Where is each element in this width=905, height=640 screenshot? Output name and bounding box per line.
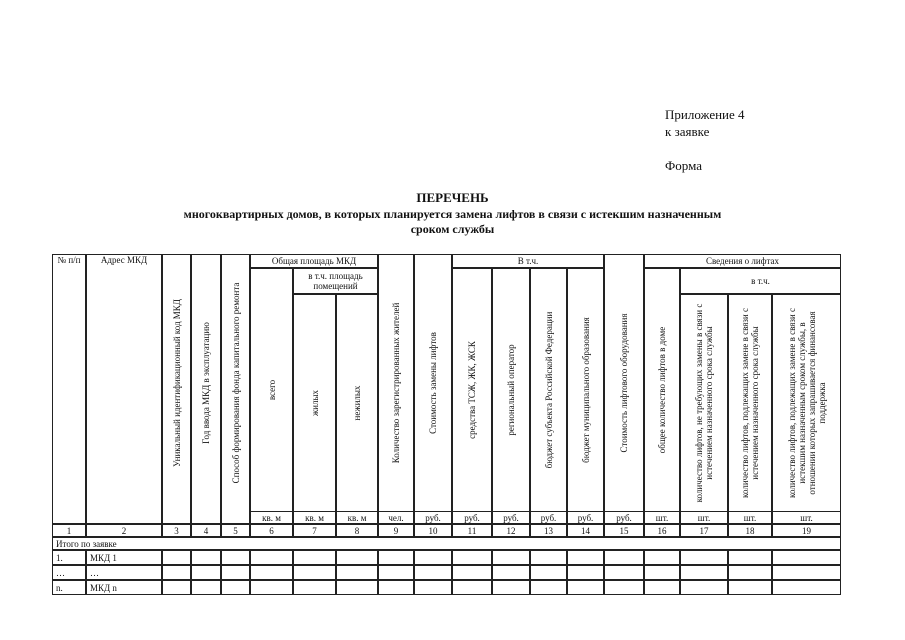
col-number: 3 bbox=[162, 524, 191, 537]
appendix-line-2: к заявке bbox=[665, 124, 710, 139]
header-area-total-text: всего bbox=[266, 379, 277, 401]
header-incl-group-text: В т.ч. bbox=[517, 256, 539, 266]
row-cell bbox=[680, 550, 728, 565]
header-lifts-incl bbox=[680, 268, 841, 294]
total-row-label: Итого по заявке bbox=[52, 537, 841, 550]
row-cell bbox=[452, 580, 492, 595]
row-address: МКД n bbox=[86, 580, 162, 595]
row-cell bbox=[250, 580, 293, 595]
unit-fund-municipal: руб. bbox=[567, 511, 604, 524]
col-number: 15 bbox=[604, 524, 644, 537]
header-lifts-replace bbox=[728, 294, 772, 511]
row-cell bbox=[162, 580, 191, 595]
row-cell bbox=[221, 580, 250, 595]
header-lifts-support bbox=[772, 294, 841, 511]
row-num: 1. bbox=[52, 550, 86, 565]
row-cell bbox=[644, 580, 680, 595]
row-cell bbox=[530, 580, 567, 595]
col-number: 16 bbox=[644, 524, 680, 537]
appendix-line-1: Приложение 4 bbox=[665, 107, 745, 122]
unit-lifts-total: шт. bbox=[644, 511, 680, 524]
header-replace-cost bbox=[414, 254, 452, 511]
row-cell bbox=[293, 565, 336, 580]
row-cell bbox=[221, 565, 250, 580]
col-number: 7 bbox=[293, 524, 336, 537]
row-cell bbox=[452, 550, 492, 565]
header-address-text: Адрес МКД bbox=[100, 255, 148, 265]
unit-equip-cost: руб. bbox=[604, 511, 644, 524]
document-title: ПЕРЕЧЕНЬ bbox=[416, 190, 489, 205]
col-number: 17 bbox=[680, 524, 728, 537]
unit-method bbox=[221, 511, 250, 524]
header-equip-cost-text: Стоимость лифтового оборудования bbox=[619, 313, 629, 453]
header-replace-cost-text: Стоимость замены лифтов bbox=[428, 332, 438, 434]
header-residents-text: Количество зарегистрированных жителей bbox=[391, 302, 401, 464]
unit-area-total: кв. м bbox=[250, 511, 293, 524]
header-area-nonres bbox=[336, 294, 378, 511]
header-method bbox=[221, 254, 250, 511]
row-address: … bbox=[86, 565, 162, 580]
row-cell bbox=[336, 565, 378, 580]
row-cell bbox=[414, 550, 452, 565]
row-cell bbox=[772, 580, 841, 595]
row-cell bbox=[604, 580, 644, 595]
header-fund-municipal-text: бюджет муниципального образования bbox=[580, 317, 591, 463]
row-cell bbox=[293, 550, 336, 565]
row-cell bbox=[191, 550, 221, 565]
row-cell bbox=[492, 580, 530, 595]
row-cell bbox=[250, 565, 293, 580]
header-num bbox=[52, 254, 86, 511]
header-area-incl-text: в т.ч. площадь помещений bbox=[308, 271, 363, 291]
header-uid bbox=[162, 254, 191, 511]
unit-residents: чел. bbox=[378, 511, 414, 524]
row-cell bbox=[772, 565, 841, 580]
row-cell bbox=[191, 580, 221, 595]
header-year bbox=[191, 254, 221, 511]
row-cell bbox=[680, 580, 728, 595]
header-fund-operator-text: региональный оператор bbox=[506, 344, 516, 436]
header-lifts-total-text: общее количество лифтов в доме bbox=[657, 326, 667, 454]
row-cell bbox=[567, 550, 604, 565]
unit-fund-subject: руб. bbox=[530, 511, 567, 524]
col-number: 19 bbox=[772, 524, 841, 537]
col-number: 14 bbox=[567, 524, 604, 537]
col-number: 10 bbox=[414, 524, 452, 537]
header-fund-tsj-text: средства ТСЖ, ЖК, ЖСК bbox=[467, 341, 477, 439]
header-method-text: Способ формирования фонда капитального ремонта bbox=[230, 282, 241, 484]
col-number: 11 bbox=[452, 524, 492, 537]
row-cell bbox=[728, 580, 772, 595]
document-subtitle-line-2: сроком службы bbox=[410, 222, 495, 236]
row-cell bbox=[378, 565, 414, 580]
row-cell bbox=[567, 580, 604, 595]
col-number: 5 bbox=[221, 524, 250, 537]
header-fund-subject-text: бюджет субъекта Российской Федерации bbox=[543, 311, 554, 469]
header-lifts-no-replace bbox=[680, 294, 728, 511]
row-cell bbox=[644, 550, 680, 565]
header-area-group bbox=[250, 254, 378, 268]
row-cell bbox=[492, 565, 530, 580]
header-year-text: Год ввода МКД в эксплуатацию bbox=[201, 322, 211, 444]
header-lifts-group-text: Сведения о лифтах bbox=[705, 256, 780, 266]
header-lifts-no-replace-text: количество лифтов, не требующих замены в связи с истечением назначенного срока службы bbox=[694, 303, 714, 503]
col-number: 6 bbox=[250, 524, 293, 537]
document-subtitle-line-1: многоквартирных домов, в которых планируется замена лифтов в связи с истекшим назначенным bbox=[183, 207, 722, 221]
header-area-group-text: Общая площадь МКД bbox=[271, 256, 357, 266]
unit-area-nonres: кв. м bbox=[336, 511, 378, 524]
row-cell bbox=[293, 580, 336, 595]
unit-uid bbox=[162, 511, 191, 524]
col-number: 1 bbox=[52, 524, 86, 537]
row-num: … bbox=[52, 565, 86, 580]
row-cell bbox=[250, 550, 293, 565]
row-address: МКД 1 bbox=[86, 550, 162, 565]
unit-fund-operator: руб. bbox=[492, 511, 530, 524]
row-cell bbox=[567, 565, 604, 580]
header-residents bbox=[378, 254, 414, 511]
row-cell bbox=[452, 565, 492, 580]
row-cell bbox=[530, 565, 567, 580]
row-cell bbox=[336, 550, 378, 565]
col-number: 2 bbox=[86, 524, 162, 537]
unit-fund-tsj: руб. bbox=[452, 511, 492, 524]
unit-lifts-no-replace: шт. bbox=[680, 511, 728, 524]
unit-address bbox=[86, 511, 162, 524]
row-cell bbox=[680, 565, 728, 580]
header-uid-text: Уникальный идентификационный код МКД bbox=[171, 299, 182, 467]
header-equip-cost bbox=[604, 254, 644, 511]
row-cell bbox=[728, 550, 772, 565]
unit-area-res: кв. м bbox=[293, 511, 336, 524]
header-lifts-total bbox=[644, 268, 680, 511]
row-cell bbox=[644, 565, 680, 580]
row-cell bbox=[378, 550, 414, 565]
header-fund-tsj bbox=[452, 268, 492, 511]
col-number: 13 bbox=[530, 524, 567, 537]
row-cell bbox=[772, 550, 841, 565]
row-cell bbox=[414, 580, 452, 595]
header-lifts-incl-text: в т.ч. bbox=[751, 276, 770, 286]
row-cell bbox=[221, 550, 250, 565]
header-fund-subject bbox=[530, 268, 567, 511]
row-cell bbox=[530, 550, 567, 565]
row-cell bbox=[728, 565, 772, 580]
col-number: 9 bbox=[378, 524, 414, 537]
row-cell bbox=[414, 565, 452, 580]
col-number: 4 bbox=[191, 524, 221, 537]
header-address bbox=[86, 254, 162, 511]
header-fund-municipal bbox=[567, 268, 604, 511]
row-cell bbox=[162, 565, 191, 580]
row-cell bbox=[378, 580, 414, 595]
header-incl-group bbox=[452, 254, 604, 268]
row-cell bbox=[336, 580, 378, 595]
unit-num bbox=[52, 511, 86, 524]
unit-lifts-support: шт. bbox=[772, 511, 841, 524]
header-lifts-replace-text: количество лифтов, подлежащих замене в связи с истечением назначенного срока службы bbox=[740, 308, 760, 498]
row-cell bbox=[191, 565, 221, 580]
header-area-total bbox=[250, 268, 293, 511]
row-cell bbox=[162, 550, 191, 565]
col-number: 8 bbox=[336, 524, 378, 537]
header-area-nonres-text: нежилых bbox=[352, 385, 362, 421]
header-fund-operator bbox=[492, 268, 530, 511]
unit-lifts-replace: шт. bbox=[728, 511, 772, 524]
col-number: 12 bbox=[492, 524, 530, 537]
row-cell bbox=[604, 550, 644, 565]
row-cell bbox=[492, 550, 530, 565]
row-cell bbox=[604, 565, 644, 580]
header-area-res bbox=[293, 294, 336, 511]
header-num-text: № п/п bbox=[57, 255, 81, 265]
unit-replace-cost: руб. bbox=[414, 511, 452, 524]
header-area-incl bbox=[293, 268, 378, 294]
col-number: 18 bbox=[728, 524, 772, 537]
header-lifts-support-text: количество лифтов, подлежащих замене в связи с истекшим назначенным сроком службы, в отношении которых запрашивается финансовая поддержка bbox=[786, 308, 827, 498]
header-lifts-group bbox=[644, 254, 841, 268]
header-area-res-text: жилых bbox=[309, 389, 320, 417]
row-num: n. bbox=[52, 580, 86, 595]
unit-year bbox=[191, 511, 221, 524]
form-label: Форма bbox=[665, 158, 702, 173]
